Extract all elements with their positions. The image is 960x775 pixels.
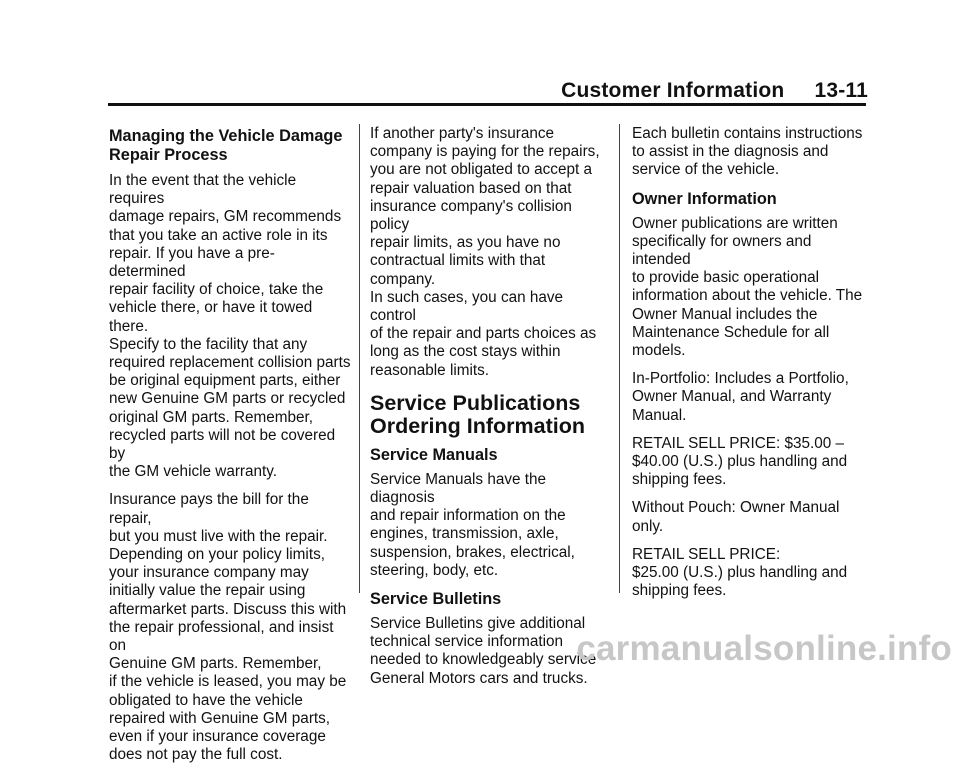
- paragraph-bulletin-instructions: Each bulletin contains instructions to assist in the diagnosis and service of the vehicle.: [632, 125, 863, 179]
- paragraph-retail-price-1: RETAIL SELL PRICE: $35.00 – $40.00 (U.S.) plus handling and shipping fees.: [632, 434, 848, 489]
- page-number: 13-11: [814, 79, 868, 102]
- paragraph-insurance-pays: Insurance pays the bill for the repair, but you must live with the repair. Depending on your policy limits, your insurance company may initially value the repair using aftermarket parts. Discuss this with the repair professional, and insist on Genuine GM parts. Remember, if the vehicle is leased, you may be obligated to have the vehicle repaired with Genuine GM parts, even if your insurance coverage does not pay the full cost.: [109, 491, 347, 764]
- paragraph-another-party: If another party's insurance company is paying for the repairs, you are not obligated to accept a repair valuation based on that insurance company's collision policy repair limits, as you have no contractual limits with that company. In such cases, you can have control of the repair and parts choices as long as the cost stays within reasonable limits.: [370, 125, 600, 379]
- chapter-title: Customer Information: [561, 79, 785, 102]
- heading-service-manuals: Service Manuals: [370, 445, 498, 464]
- column-3: [632, 125, 868, 610]
- column-2: [370, 125, 612, 698]
- paragraph-retail-price-2: RETAIL SELL PRICE: $25.00 (U.S.) plus handling and shipping fees.: [632, 545, 848, 600]
- watermark: carmanualsonline.info: [576, 629, 952, 668]
- heading-service-bulletins: Service Bulletins: [370, 590, 502, 609]
- paragraph-service-manuals: Service Manuals have the diagnosis and repair information on the engines, transmission, axle, suspension, brakes, electrical, steering, body, etc.: [370, 470, 575, 579]
- paragraph-owner-publications: Owner publications are written specifically for owners and intended to provide basic operational information about the vehicle. The Owner Manual includes the Maintenance Schedule for all models.: [632, 214, 863, 360]
- column-divider-1: [359, 124, 360, 593]
- heading-service-publications: Service Publications Ordering Information: [370, 390, 585, 438]
- heading-managing-damage-repair: Managing the Vehicle Damage Repair Process: [109, 127, 343, 164]
- header-rule: [108, 103, 866, 106]
- paragraph-damage-repairs: In the event that the vehicle requires damage repairs, GM recommends that you take an active role in its repair. If you have a pre-determined repair facility of choice, take the vehicle there, or have it towed there. Specify to the facility that any required replacement collision parts be original equipment parts, either new Genuine GM parts or recycled original GM parts. Remember, recycled parts will not be covered by the GM vehicle warranty.: [109, 172, 351, 481]
- paragraph-service-bulletins: Service Bulletins give additional technical service information needed to knowledgeably service General Motors cars and trucks.: [370, 615, 597, 687]
- column-1: [109, 125, 351, 775]
- heading-owner-information: Owner Information: [632, 189, 777, 208]
- column-divider-2: [619, 124, 620, 593]
- paragraph-in-portfolio: In-Portfolio: Includes a Portfolio, Owner Manual, and Warranty Manual.: [632, 370, 849, 424]
- page-header: [561, 79, 868, 103]
- paragraph-without-pouch: Without Pouch: Owner Manual only.: [632, 499, 840, 535]
